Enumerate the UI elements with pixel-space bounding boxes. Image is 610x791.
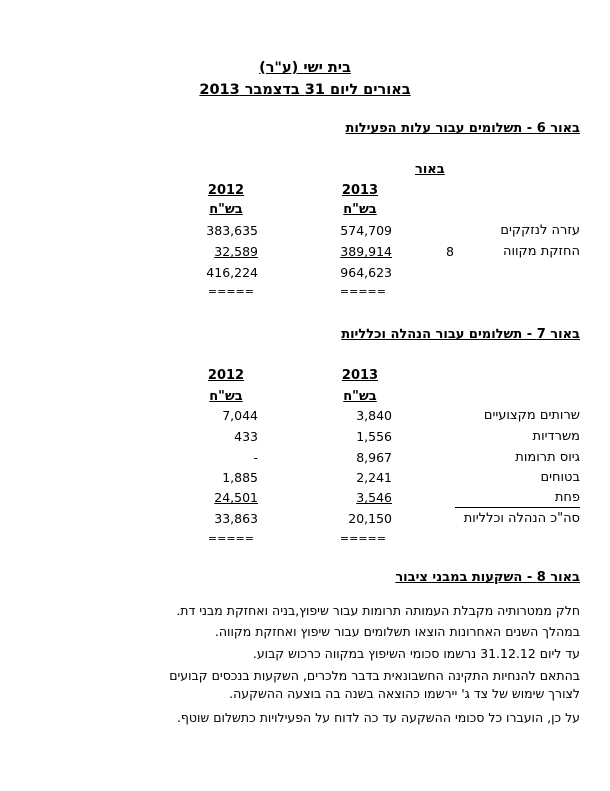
note7-total-2012: 33,863 — [214, 511, 258, 526]
note7-total-divider — [455, 507, 580, 508]
note6-double-rule-2012: ===== — [207, 285, 254, 298]
note8-paragraph-line: לצורך שימוש של צד ג' יירשמו כהוצאה בשנה בה בוצעה ההשקעה. — [229, 686, 580, 701]
note6-note-column-label: באור — [415, 162, 445, 177]
note6-row-note-ref: 8 — [446, 244, 454, 259]
note8-paragraph-line: בהתאם להנחיות התקינה החשבונאית בדבר מלכרים, השקעות בנכסים קבועים — [169, 668, 580, 683]
note6-year-2013: 2013 — [341, 183, 379, 198]
note6-currency-2012: בש"ח — [209, 202, 243, 217]
page-subtitle: באורים ליום 31 בדצמבר 2013 — [199, 82, 411, 98]
note7-row-label: פחת — [554, 490, 580, 505]
note8-title: באור 8 - השקעות במבני ציבור — [395, 570, 580, 585]
note7-row-value-2012: - — [253, 450, 258, 465]
note7-year-2012: 2012 — [207, 368, 245, 383]
note7-row-label: גיוס תרומות — [515, 450, 580, 465]
note6-total-2012: 416,224 — [206, 265, 258, 280]
note7-row-value-2013: 1,556 — [356, 429, 392, 444]
note6-row-value-2013: 389,914 — [340, 244, 392, 259]
note6-row-value-2012: 383,635 — [206, 223, 258, 238]
note6-row-label: החזקת מקווה — [502, 244, 580, 259]
note7-row-value-2012: 1,885 — [222, 470, 258, 485]
note7-double-rule-2013: ===== — [339, 532, 386, 545]
note7-row-value-2012: 7,044 — [222, 408, 258, 423]
note7-row-value-2013: 2,241 — [356, 470, 392, 485]
note7-row-label: בטוחים — [540, 470, 580, 485]
note7-row-value-2013: 8,967 — [356, 450, 392, 465]
note7-row-value-2013: 3,840 — [356, 408, 392, 423]
note7-currency-2012: בש"ח — [209, 389, 243, 404]
note8-paragraph-line: עד ליום 31.12.12 נרשמו סכומי השיפוץ במקווה כרכוש קבוע. — [252, 646, 580, 661]
note7-total-label: סה"כ הנהלה וכלליות — [463, 511, 580, 526]
note8-paragraph-line: חלק ממטרותיה מקבלת העמותה תרומות עבור שיפוץ,בניה ואחזקת מבני דת. — [176, 603, 580, 618]
note7-row-label: שרותים מקצועיים — [483, 408, 580, 423]
note6-total-2013: 964,623 — [340, 265, 392, 280]
note6-double-rule-2013: ===== — [339, 285, 386, 298]
note7-year-2013: 2013 — [341, 368, 379, 383]
note7-row-value-2013: 3,546 — [356, 490, 392, 505]
note6-year-2012: 2012 — [207, 183, 245, 198]
note6-title: באור 6 - תשלומים עבור עלות הפעילות — [345, 121, 580, 136]
note6-row-label: עזרה לנזקקים — [500, 223, 580, 238]
note7-total-2013: 20,150 — [348, 511, 392, 526]
note7-row-value-2012: 24,501 — [214, 490, 258, 505]
note7-row-value-2012: 433 — [234, 429, 258, 444]
note8-paragraph-line: במהלך השנים האחרונות הוצאו תשלומים עבור שיפוץ ואחזקת מקווה. — [214, 624, 580, 639]
note6-row-value-2012: 32,589 — [214, 244, 258, 259]
note6-currency-2013: בש"ח — [343, 202, 377, 217]
org-name: בית ישי (ע"ר) — [259, 60, 351, 76]
note7-title: באור 7 - תשלומים עבור הנהלה וכלליות — [341, 327, 580, 342]
note6-row-value-2013: 574,709 — [340, 223, 392, 238]
note7-row-label: משרדיות — [532, 429, 580, 444]
note7-double-rule-2012: ===== — [207, 532, 254, 545]
note8-paragraph-line: על כן, הועברו כל סכומי ההשקעה עד כה לדוח על הפעילויות כתשלום שוטף. — [176, 710, 580, 725]
note7-currency-2013: בש"ח — [343, 389, 377, 404]
